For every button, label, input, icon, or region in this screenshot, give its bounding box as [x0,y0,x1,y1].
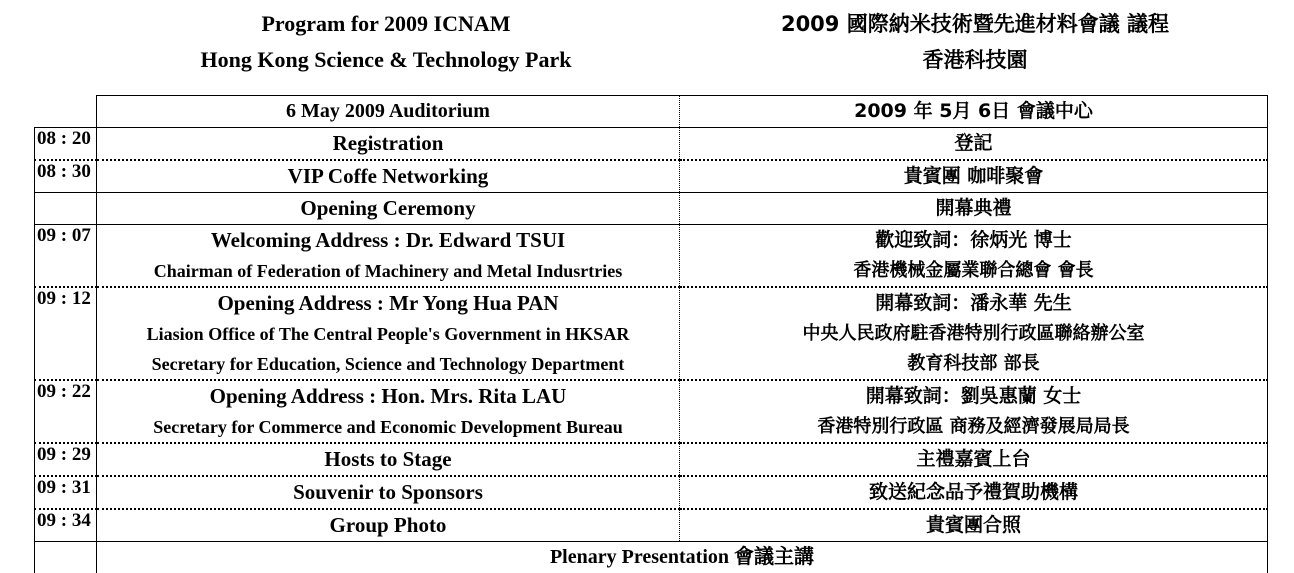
row-title-zh: 開幕致詞：劉吳惠蘭 女士 [680,381,1267,412]
time-cell: 08 : 30 [35,160,97,193]
row-title-en: Group Photo [97,510,679,541]
row-title-en: VIP Coffe Networking [97,161,679,192]
row-title-zh: 登記 [680,128,1267,159]
program-title: Program for 2009 ICNAM [136,6,636,42]
table-header-row [35,96,1268,128]
header-chinese [700,6,1250,78]
time-cell: 09 : 31 [35,476,97,509]
venue-title: Hong Kong Science & Technology Park [136,42,636,78]
row-subtitle-en: Chairman of Federation of Machinery and Metal Indusrtries [97,256,679,286]
date-venue-en: 6 May 2009 Auditorium [97,96,679,127]
row-subtitle-zh: 香港特別行政區 商務及經濟發展局局長 [680,412,1267,442]
program-title-zh: 2009 國際納米技術暨先進材料會議 議程 [700,6,1250,42]
row-subtitle-en: Secretary for Education, Science and Technology Department [97,349,679,379]
row-title-en: Opening Address : Hon. Mrs. Rita LAU [97,381,679,412]
row-subtitle-en: Liasion Office of The Central People's Government in HKSAR [97,319,679,349]
table-row [35,193,1268,225]
row-title-en: Opening Ceremony [97,193,679,224]
row-title-zh: 貴賓團合照 [680,510,1267,541]
row-title-en: Opening Address : Mr Yong Hua PAN [97,288,679,319]
row-title-en: Welcoming Address : Dr. Edward TSUI [97,225,679,256]
row-subtitle-zh: 香港機械金屬業聯合總會 會長 [680,256,1267,286]
header-english [136,6,636,78]
plenary-title: Plenary Presentation 會議主講 [97,542,1267,573]
row-title-en: Souvenir to Sponsors [97,477,679,508]
row-title-zh: 歡迎致詞：徐炳光 博士 [680,225,1267,256]
row-subtitle-en: Secretary for Commerce and Economic Development Bureau [97,412,679,442]
time-cell: 09 : 34 [35,509,97,542]
row-title-zh: 開幕典禮 [680,193,1267,224]
row-subtitle-zh: 中央人民政府駐香港特別行政區聯絡辦公室 [680,319,1267,349]
row-subtitle-zh: 教育科技部 部長 [680,349,1267,379]
time-cell: 09 : 29 [35,443,97,476]
table-row [35,287,1268,380]
time-cell: 08 : 20 [35,128,97,161]
row-title-zh: 主禮嘉賓上台 [680,444,1267,475]
row-title-en: Hosts to Stage [97,444,679,475]
table-row [35,476,1268,509]
time-cell: 09 : 07 [35,225,97,288]
venue-title-zh: 香港科技園 [700,42,1250,78]
table-row [35,225,1268,288]
time-cell: 09 : 12 [35,287,97,380]
program-table [34,95,1268,573]
row-title-zh: 開幕致詞：潘永華 先生 [680,288,1267,319]
table-row [35,443,1268,476]
row-title-zh: 致送紀念品予禮賀助機構 [680,477,1267,508]
row-title-zh: 貴賓團 咖啡聚會 [680,161,1267,192]
plenary-row [35,542,1268,573]
time-cell [35,193,97,225]
table-row [35,380,1268,443]
row-title-en: Registration [97,128,679,159]
table-row [35,509,1268,542]
date-venue-zh: 2009 年 5月 6日 會議中心 [680,96,1267,127]
table-row [35,160,1268,193]
time-cell: 09 : 22 [35,380,97,443]
table-row [35,128,1268,161]
